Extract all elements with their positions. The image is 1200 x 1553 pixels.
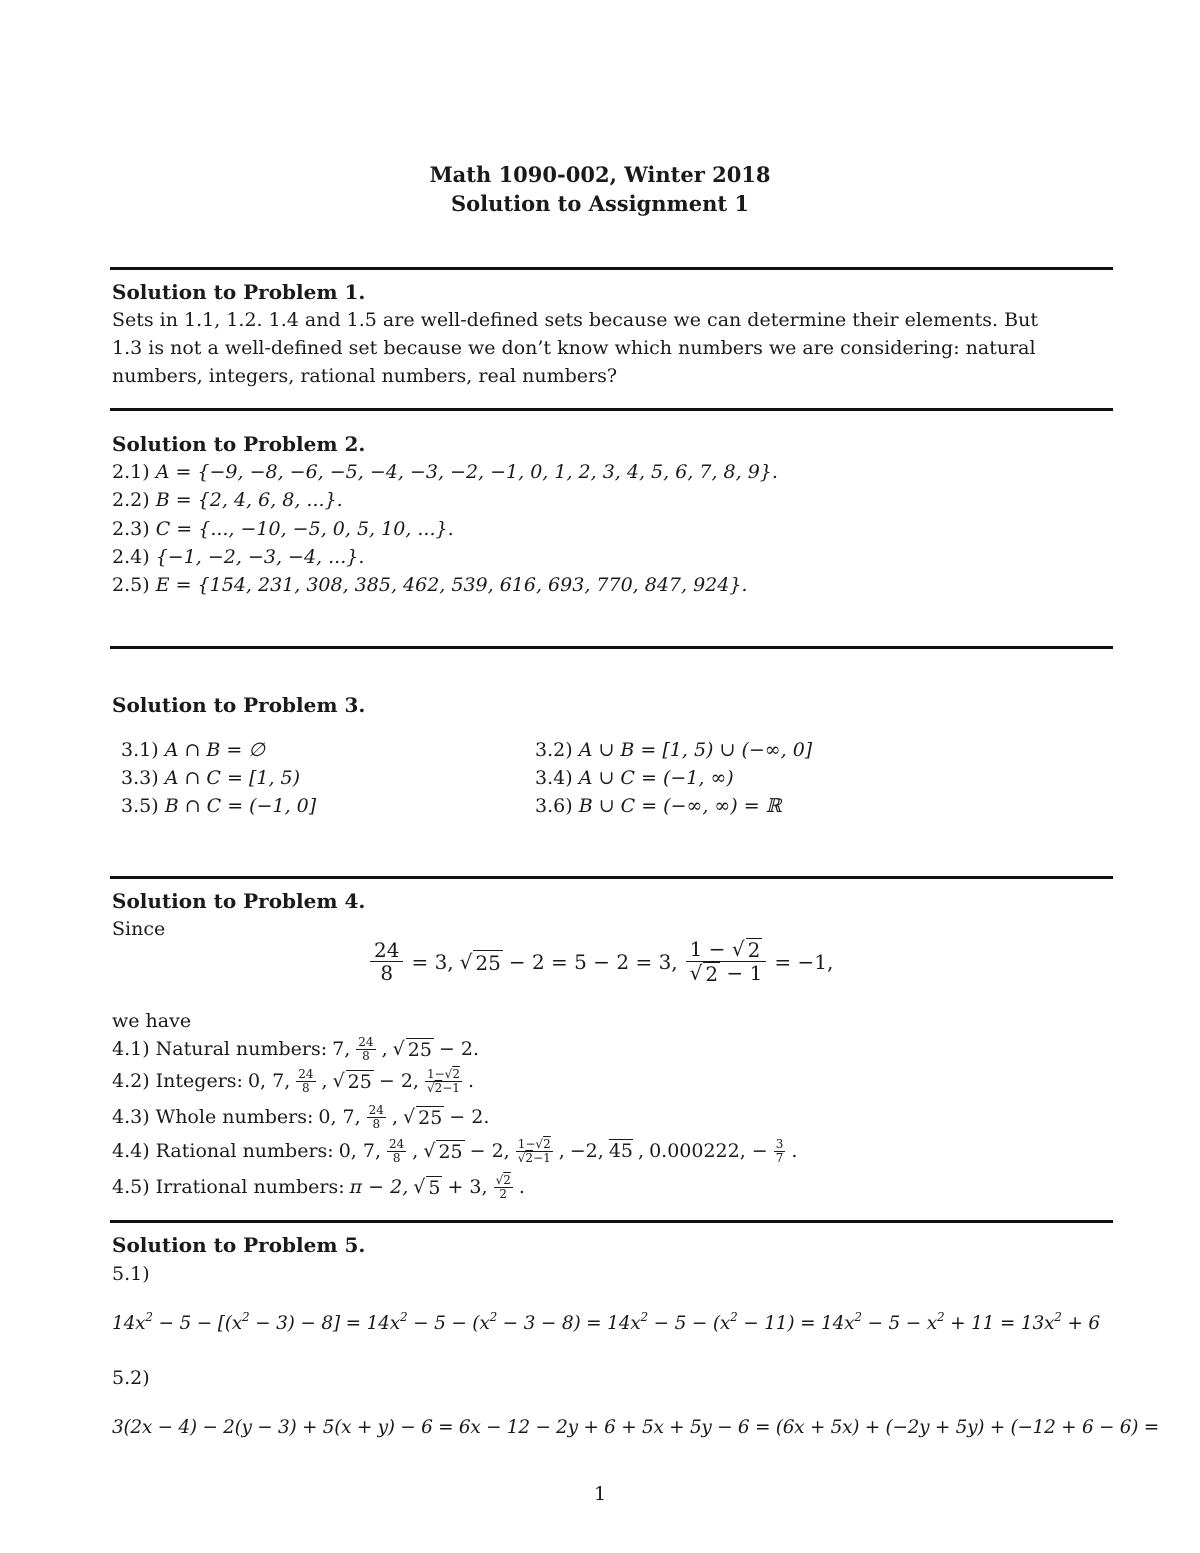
problem3-item: [121, 739, 265, 761]
problem2-item: [112, 461, 778, 483]
section-divider: [110, 876, 1113, 879]
problem2-item: [112, 518, 454, 540]
item-label: 2.2): [112, 489, 150, 511]
document-subtitle: Solution to Assignment 1: [450, 191, 750, 216]
problem4-display-equation: $\frac{24}{8}$ = 3, √ 25 − 2 = 5 − 2 = 3, 1 − √ 2 √ 2 − 1 = −1,: [368, 938, 833, 986]
section-divider: [110, 1220, 1113, 1223]
section-divider: [110, 646, 1113, 649]
problem3-item: [535, 739, 812, 761]
item-label: 3.3): [121, 767, 159, 789]
section-divider: [110, 408, 1113, 411]
item-expression: B = {2, 4, 6, 8, ...}.: [155, 489, 343, 511]
item-expression: A = {−9, −8, −6, −5, −4, −3, −2, −1, 0, 1, 2, 3, 4, 5, 6, 7, 8, 9}.: [155, 461, 778, 483]
item-label: 2.5): [112, 574, 150, 596]
problem2-item: [112, 574, 747, 596]
item-expression: A ∪ B = [1, 5) ∪ (−∞, 0]: [578, 739, 813, 761]
problem5-label-2: 5.2): [112, 1367, 150, 1389]
page-number: 1: [593, 1483, 607, 1505]
problem4-item: 4.5) Irrational numbers: π − 2, √ 5 + 3, √2 2 .: [112, 1173, 525, 1201]
problem2-item: [112, 489, 343, 511]
item-expression: A ∩ B = ∅: [164, 739, 265, 761]
problem4-we-have: we have: [112, 1010, 192, 1032]
item-label: 3.5): [121, 795, 159, 817]
item-expression: A ∪ C = (−1, ∞): [578, 767, 734, 789]
problem5-label-1: 5.1): [112, 1263, 150, 1285]
problem3-item: [535, 767, 734, 789]
item-expression: C = {..., −10, −5, 0, 5, 10, ...}.: [155, 518, 454, 540]
problem4-item: 4.3) Whole numbers: 0, 7, 24 8 , √ 25 − 2.: [112, 1103, 490, 1131]
problem4-item: 4.4) Rational numbers: 0, 7, 24 8 , √ 25 − 2, 1−√2 √2−1 , −2, 45 , 0.000222, − $\frac{3}{7}$ .: [112, 1137, 798, 1165]
item-label: 2.4): [112, 546, 150, 568]
problem3-heading: Solution to Problem 3.: [112, 693, 366, 717]
problem4-item: 4.1) Natural numbers: 7, 24 8 , √ 25 − 2.: [112, 1035, 480, 1063]
problem3-item: [535, 795, 781, 817]
problem1-line-2: 1.3 is not a well-defined set because we don’t know which numbers we are considering: natural: [112, 337, 1036, 359]
problem3-item: [121, 767, 300, 789]
item-label: 3.6): [535, 795, 573, 817]
problem4-since: Since: [112, 918, 166, 940]
problem5-equation-2: 3(2x − 4) − 2(y − 3) + 5(x + y) − 6 = 6x − 12 − 2y + 6 + 5x + 5y − 6 = (6x + 5x) + (−2y + 5y) + (−12 + 6 − 6) =: [112, 1417, 1159, 1438]
item-expression: {−1, −2, −3, −4, ...}.: [155, 546, 365, 568]
problem2-item: [112, 546, 364, 568]
problem1-line-3: numbers, integers, rational numbers, real numbers?: [112, 365, 618, 387]
item-expression: E = {154, 231, 308, 385, 462, 539, 616, 693, 770, 847, 924}.: [155, 574, 748, 596]
item-expression: B ∪ C = (−∞, ∞) = ℝ: [578, 795, 782, 817]
item-expression: A ∩ C = [1, 5): [164, 767, 301, 789]
item-label: 3.1): [121, 739, 159, 761]
fraction-one-minus-root2: 1 − √ 2 √ 2 − 1: [686, 938, 767, 986]
sqrt-25: √ 25: [459, 949, 501, 975]
fraction-24-over-8: $\frac{24}{8}$: [370, 939, 403, 985]
problem3-item: [121, 795, 316, 817]
problem4-item: 4.2) Integers: 0, 7, 24 8 , √ 25 − 2, 1−√2 √2−1 .: [112, 1067, 474, 1095]
item-label: 3.4): [535, 767, 573, 789]
problem1-heading: Solution to Problem 1.: [112, 280, 366, 304]
problem1-line-1: Sets in 1.1, 1.2. 1.4 and 1.5 are well-defined sets because we can determine their elements. But: [112, 309, 1038, 331]
section-divider: [110, 267, 1113, 270]
problem4-heading: Solution to Problem 4.: [112, 889, 366, 913]
document-title: Math 1090-002, Winter 2018: [429, 162, 771, 187]
item-label: 3.2): [535, 739, 573, 761]
item-label: 2.3): [112, 518, 150, 540]
problem5-equation-1: $14x^2 - 5 - [(x^2 - 3) - 8] = 14x^2 - 5 - (x^2 - 3 - 8) = 14x^2 - 5 - (x^2 - 11) = 14x^2 - 5 - x^2 + 11 = 13x^2 + 6$: [112, 1310, 1100, 1334]
item-label: 2.1): [112, 461, 150, 483]
problem2-heading: Solution to Problem 2.: [112, 432, 366, 456]
item-expression: B ∩ C = (−1, 0]: [164, 795, 317, 817]
problem5-heading: Solution to Problem 5.: [112, 1233, 366, 1257]
